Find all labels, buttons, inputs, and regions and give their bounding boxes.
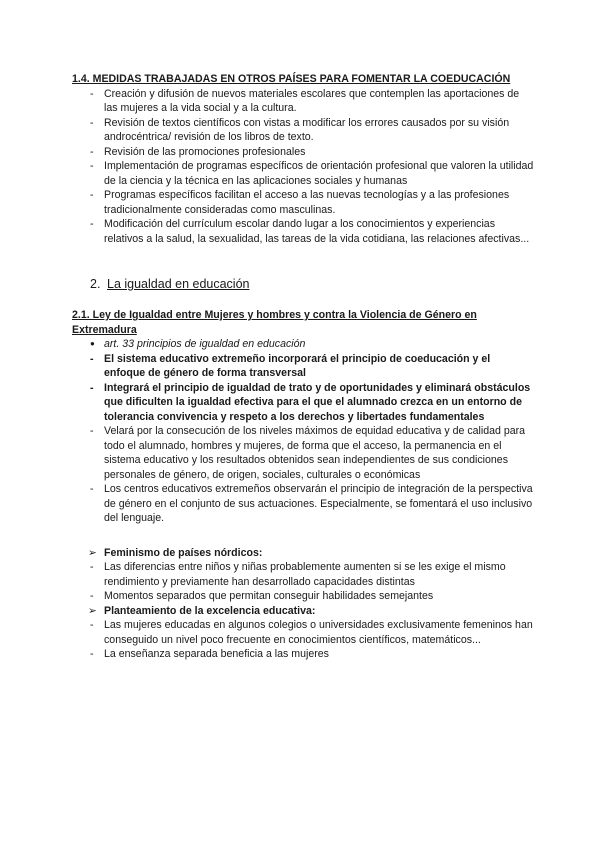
dash-marker: - [90, 116, 94, 129]
list-item: - Programas específicos facilitan el acceso a las nuevas tecnologías y a las profesiones tradicionalmente consideradas como masculinas. [90, 189, 510, 216]
list-item: - Integrará el principio de igualdad de trato y de oportunidades y eliminará obstáculos que dificulten la igualdad efectiva para el que el alumnado crezca en un entorno de tolerancia convivencia y respeto a los derechos y libertades fundamentales [90, 381, 531, 423]
list-item: - Momentos separados que permitan conseguir habilidades semejantes [90, 590, 434, 602]
list-item: - Modificación del currículum escolar dando lugar a los conocimientos y experiencias relativos a la salud, la sexualidad, las tareas de la vida cotidiana, las relaciones afectivas... [90, 218, 530, 245]
section-2-title: La igualdad en educación [107, 277, 250, 291]
section-2-1-heading: 2.1. Ley de Igualdad entre Mujeres y hombres y contra la Violencia de Género en Extremadura [72, 309, 477, 336]
excellence-heading: ➢ Planteamiento de la excelencia educativa: [88, 604, 316, 617]
section-2-1-list [72, 337, 534, 526]
dash-marker: - [90, 483, 94, 495]
list-item: - Las mujeres educadas en algunos colegios o universidades exclusivamente femeninos han conseguido un nivel poco frecuente en conocimientos científicos, matemáticos... [90, 619, 533, 646]
dash-marker: - [90, 352, 94, 365]
article-item: ● art. 33 principios de igualdad en educación [90, 338, 306, 350]
arrow-marker-icon: ➢ [88, 604, 97, 617]
dash-marker: - [90, 160, 94, 172]
dash-marker: - [90, 218, 94, 230]
dash-marker: - [90, 189, 94, 201]
arrow-marker-icon: ➢ [88, 546, 97, 559]
list-item: - La enseñanza separada beneficia a las mujeres [90, 648, 329, 660]
list-item: - El sistema educativo extremeño incorporará el principio de coeducación y el enfoque de género de forma transversal [90, 352, 491, 379]
section-1-4-heading: 1.4. MEDIDAS TRABAJADAS EN OTROS PAÍSES PARA FOMENTAR LA COEDUCACIÓN [72, 73, 511, 85]
dash-marker: - [90, 87, 94, 100]
dash-marker: - [90, 619, 94, 631]
feminism-heading: ➢ Feminismo de países nórdicos: [88, 546, 263, 559]
list-item: - Creación y difusión de nuevos materiales escolares que contemplen las aportaciones de las mujeres a la vida social y a la cultura. [90, 87, 520, 114]
section-2-number: 2. [90, 277, 101, 291]
section-1-4-list [72, 87, 534, 247]
nordic-list [72, 546, 534, 662]
document-page [72, 72, 534, 662]
list-item: - Las diferencias entre niños y niñas probablemente aumenten si se les exige el mismo rendimiento y previamente han desarrollado capacidades distintas [90, 561, 506, 588]
bullet-marker: ● [90, 339, 95, 348]
list-item: - Los centros educativos extremeños observarán el principio de integración de la perspectiva de género en el conjunto de sus actuaciones. Especialmente, se fomentará el uso inclusivo del lenguaje. [90, 483, 533, 524]
dash-marker: - [90, 648, 94, 660]
dash-marker: - [90, 381, 94, 394]
list-item: - Revisión de las promociones profesionales [90, 145, 306, 158]
dash-marker: - [90, 561, 94, 573]
dash-marker: - [90, 590, 94, 602]
list-item: - Velará por la consecución de los niveles máximos de equidad educativa y de calidad para todo el alumnado, hombres y mujeres, de forma que el acceso, la permanencia en el sistema educativo y los resultados obtenidos sean independientes de sus condiciones personales de género, de origen, sociales, culturales o económicas [90, 425, 526, 481]
list-item: - Revisión de textos científicos con vistas a modificar los errores causados por su visión androcéntrica/ revisión de los libros de texto. [90, 116, 510, 143]
list-item: - Implementación de programas específicos de orientación profesional que valoren la utilidad de la ciencia y la técnica en las aplicaciones sociales y humanas [90, 160, 534, 187]
dash-marker: - [90, 145, 94, 158]
dash-marker: - [90, 425, 94, 437]
section-2-heading [90, 276, 534, 292]
